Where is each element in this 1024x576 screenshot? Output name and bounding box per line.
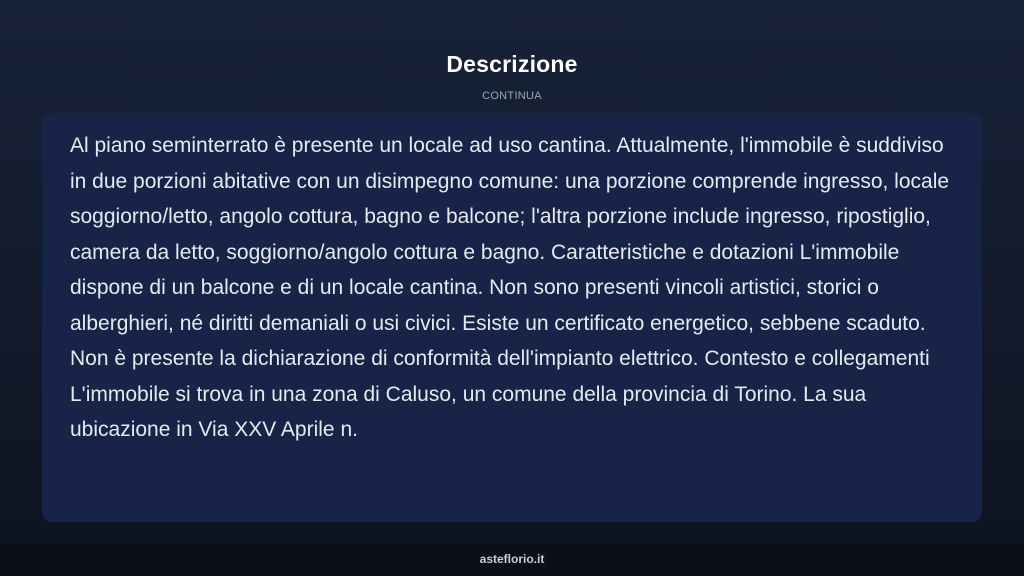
- description-text: Al piano seminterrato è presente un locale ad uso cantina. Attualmente, l'immobile è suddiviso in due porzioni abitative con un disimpegno comune: una porzione comprende ingresso, locale soggiorno/letto, angolo cottura, bagno e balcone; l'altra porzione include ingresso, ripostiglio, camera da letto, soggiorno/angolo cottura e bagno. Caratteristiche e dotazioni L'immobile dispone di un balcone e di un locale cantina. Non sono presenti vincoli artistici, storici o alberghieri, né diritti demaniali o usi civici. Esiste un certificato energetico, sebbene scaduto. Non è presente la dichiarazione di conformità dell'impianto elettrico. Contesto e collegamenti L'immobile si trova in una zona di Caluso, un comune della provincia di Torino. La sua ubicazione in Via XXV Aprile n.: [70, 134, 950, 441]
- footer-site-name: asteflorio.it: [479, 552, 545, 566]
- footer-bar: [0, 543, 1024, 576]
- description-card: [42, 113, 982, 522]
- continue-label: CONTINUA: [482, 90, 542, 102]
- page-title: Descrizione: [446, 51, 578, 77]
- page-header: [0, 50, 1024, 103]
